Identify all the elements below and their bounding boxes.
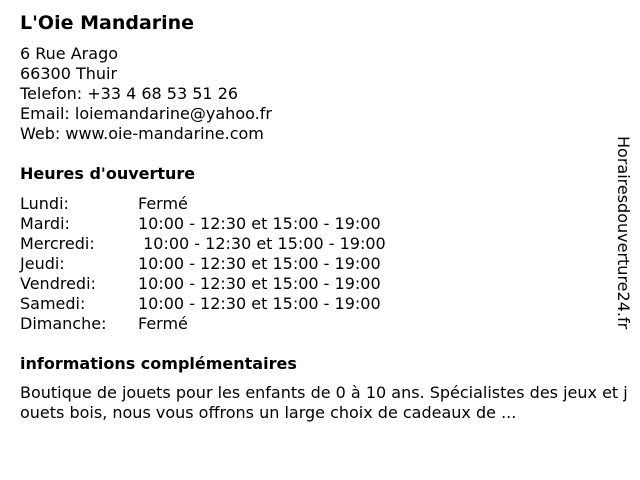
day-hours: 10:00 - 12:30 et 15:00 - 19:00 bbox=[138, 274, 381, 293]
hours-row-saturday bbox=[20, 294, 386, 314]
day-hours: 10:00 - 12:30 et 15:00 - 19:00 bbox=[138, 294, 381, 313]
day-label: Vendredi: bbox=[20, 274, 96, 293]
day-label: Dimanche: bbox=[20, 314, 107, 333]
contact-block bbox=[20, 44, 272, 144]
address-street: 6 Rue Arago bbox=[20, 44, 119, 63]
email-label: Email: bbox=[20, 104, 70, 123]
day-label: Mardi: bbox=[20, 214, 70, 233]
phone-label: Telefon: bbox=[20, 84, 83, 103]
business-description: Boutique de jouets pour les enfants de 0 à 10 ans. Spécialistes des jeux et jouets bois, nous vous offrons un large choix de cadeaux de ... bbox=[20, 383, 628, 422]
info-heading: informations complémentaires bbox=[20, 354, 297, 373]
hours-row-wednesday bbox=[20, 234, 386, 254]
day-label: Mercredi: bbox=[20, 234, 95, 253]
hours-row-thursday bbox=[20, 254, 386, 274]
day-hours: 10:00 - 12:30 et 15:00 - 19:00 bbox=[138, 234, 386, 253]
web-line bbox=[20, 124, 272, 144]
hours-row-tuesday bbox=[20, 214, 386, 234]
day-label: Samedi: bbox=[20, 294, 86, 313]
day-hours: 10:00 - 12:30 et 15:00 - 19:00 bbox=[138, 214, 381, 233]
hours-heading: Heures d'ouverture bbox=[20, 164, 196, 183]
day-hours: 10:00 - 12:30 et 15:00 - 19:00 bbox=[138, 254, 381, 273]
hours-row-sunday bbox=[20, 314, 386, 334]
hours-row-friday bbox=[20, 274, 386, 294]
web-link[interactable]: www.oie-mandarine.com bbox=[65, 124, 264, 143]
address-city: 66300 Thuir bbox=[20, 64, 118, 83]
day-label: Lundi: bbox=[20, 194, 69, 213]
site-watermark: Horairesdouverture24.fr bbox=[614, 136, 633, 330]
day-hours: Fermé bbox=[138, 314, 188, 333]
day-hours: Fermé bbox=[138, 194, 188, 213]
phone-line bbox=[20, 84, 272, 104]
email-line bbox=[20, 104, 272, 124]
phone-number[interactable]: +33 4 68 53 51 26 bbox=[87, 84, 239, 103]
day-label: Jeudi: bbox=[20, 254, 65, 273]
business-name: L'Oie Mandarine bbox=[20, 12, 195, 34]
opening-hours-table bbox=[20, 194, 386, 334]
email-address[interactable]: loiemandarine@yahoo.fr bbox=[74, 104, 272, 123]
hours-row-monday bbox=[20, 194, 386, 214]
web-label: Web: bbox=[20, 124, 61, 143]
